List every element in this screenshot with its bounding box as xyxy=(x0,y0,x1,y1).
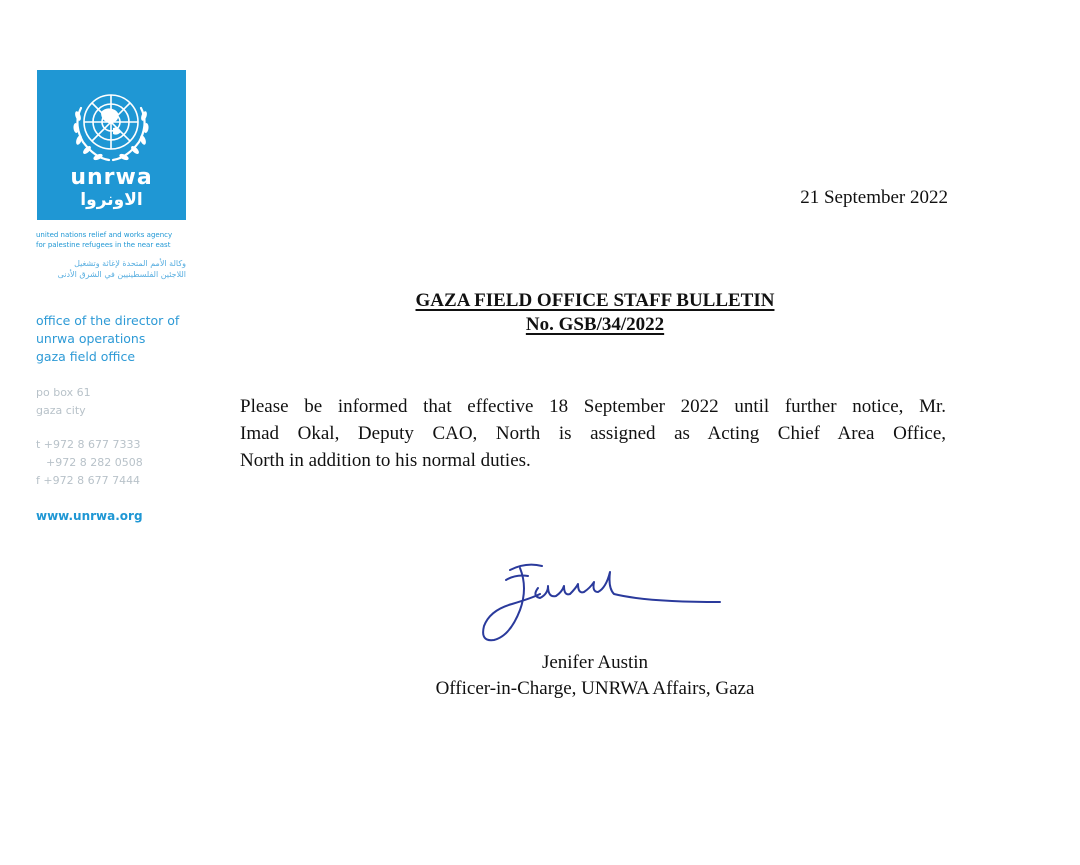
bulletin-heading xyxy=(340,289,850,337)
agency-ar-line: وكالة الأمم المتحدة لإغاثة وتشغيل xyxy=(74,259,186,268)
agency-name xyxy=(36,230,196,280)
city: gaza city xyxy=(36,404,86,417)
office-address xyxy=(36,312,179,366)
bulletin-body xyxy=(240,393,946,474)
office-line: gaza field office xyxy=(36,349,136,364)
un-emblem-icon xyxy=(61,78,161,173)
phone-1: t +972 8 677 7333 xyxy=(36,438,141,451)
signer-title: Officer-in-Charge, UNRWA Affairs, Gaza xyxy=(435,678,755,699)
agency-en-line: united nations relief and works agency xyxy=(36,231,173,239)
signature-icon xyxy=(476,558,736,653)
letter-date: 21 September 2022 xyxy=(800,187,948,208)
agency-en-line: for palestine refugees in the near east xyxy=(36,241,171,249)
office-line: unrwa operations xyxy=(36,331,146,346)
agency-ar-line: اللاجئين الفلسطينيين في الشرق الأدنى xyxy=(57,270,186,279)
body-line: Imad Okal, Deputy CAO, North is assigned as Acting Chief Area Office, xyxy=(240,423,946,444)
bulletin-number: No. GSB/34/2022 xyxy=(525,314,665,335)
body-line: North in addition to his normal duties. xyxy=(240,450,531,471)
phone-2: +972 8 282 0508 xyxy=(46,456,143,469)
logo-name-en: unrwa xyxy=(70,165,153,190)
unrwa-logo xyxy=(37,70,186,220)
fax: f +972 8 677 7444 xyxy=(36,474,141,487)
signer-name: Jenifer Austin xyxy=(541,652,649,673)
office-line: office of the director of xyxy=(36,313,180,328)
website-link[interactable]: www.unrwa.org xyxy=(36,509,143,523)
bulletin-title: GAZA FIELD OFFICE STAFF BULLETIN xyxy=(415,290,775,311)
signature-block xyxy=(330,650,860,702)
body-line: Please be informed that effective 18 September 2022 until further notice, Mr. xyxy=(240,396,946,417)
logo-name-ar: الاونروا xyxy=(80,190,143,210)
contact-details xyxy=(36,384,143,490)
po-box: po box 61 xyxy=(36,386,91,399)
